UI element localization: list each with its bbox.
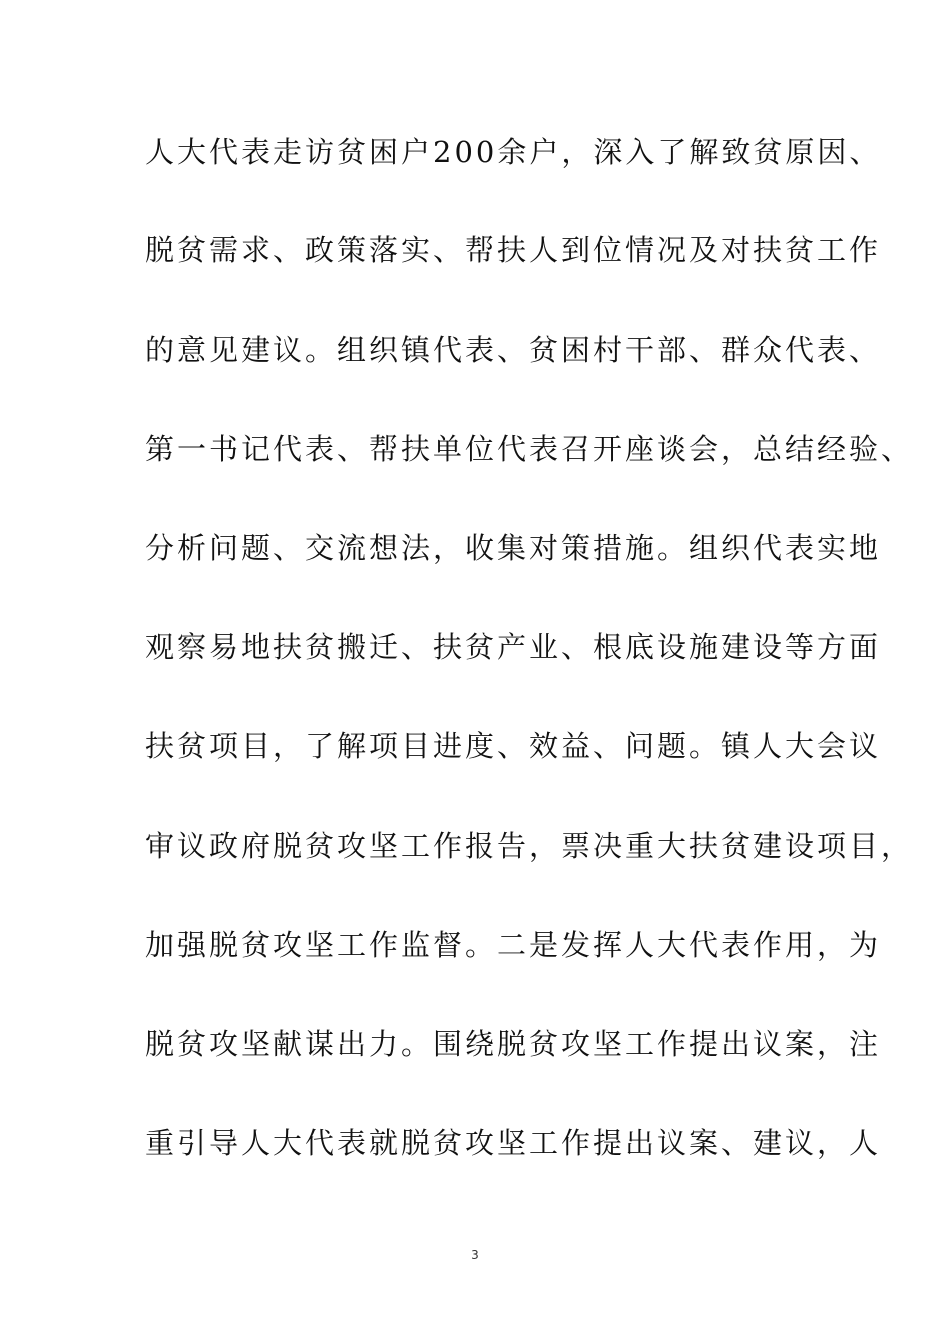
text-line-9: 加强脱贫攻坚工作监督。二是发挥人大代表作用，为 — [145, 928, 882, 962]
page-number: 3 — [471, 1248, 479, 1262]
text-line-11: 重引导人大代表就脱贫攻坚工作提出议案、建议，人 — [145, 1126, 882, 1160]
text-line-7: 扶贫项目，了解项目进度、效益、问题。镇人大会议 — [145, 729, 882, 763]
text-line-6: 观察易地扶贫搬迁、扶贫产业、根底设施建设等方面 — [145, 630, 882, 664]
text-line-4: 第一书记代表、帮扶单位代表召开座谈会，总结经验、 — [145, 432, 914, 466]
text-line-5: 分析问题、交流想法，收集对策措施。组织代表实地 — [145, 531, 882, 565]
text-line-1: 人大代表走访贫困户200余户，深入了解致贫原因、 — [145, 135, 882, 169]
text-line-3: 的意见建议。组织镇代表、贫困村干部、群众代表、 — [145, 333, 882, 367]
text-line-8: 审议政府脱贫攻坚工作报告，票决重大扶贫建设项目， — [145, 829, 914, 863]
text-line-10: 脱贫攻坚献谋出力。围绕脱贫攻坚工作提出议案，注 — [145, 1027, 882, 1061]
text-line-2: 脱贫需求、政策落实、帮扶人到位情况及对扶贫工作 — [145, 233, 882, 267]
